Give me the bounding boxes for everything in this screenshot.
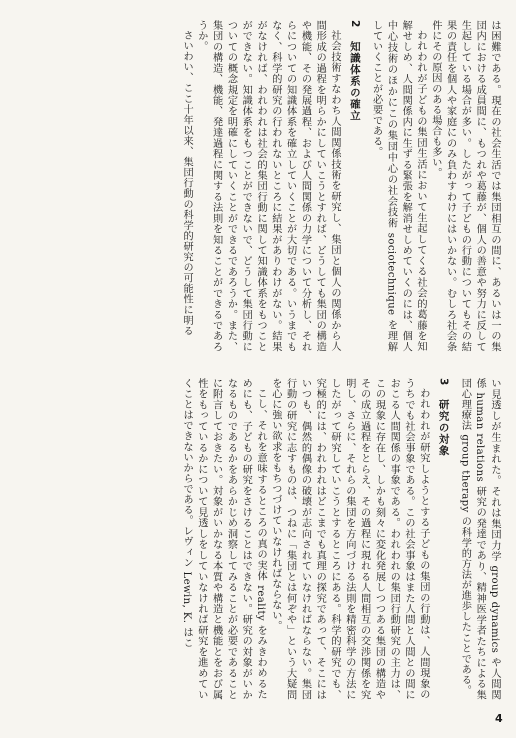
paragraph: 社会技術すなわち人間関係技術を研究し、集団と個人の関係から人間形成の過程を明らかにしていこうとすれば、どうしても集団の構造や機能、その発展過程、および人間関係の力学について分析し、それらについての知識体系を確立していくことが大切である。いうまでもなく、科学的研究の行われないところに結果がありわけがない。結果がなければ、われわれは社会的集団行動に関して知識体系をもつことができない。知識体系をもつことができないで、どうして集団行動についての概念規定を明確にしていくことができるであろうか。また、集団の構造、機能、発達過程に関する法則を知ることができるであろうか。 — [195, 20, 341, 352]
paragraph: い見透しが生まれた。それは集団力学 group dynamics や人間関係 human relations 研究の発達であり、精神医学者たちによる集団心理療法 group therapy の科学的方法が進歩したことである。 — [459, 378, 500, 700]
page-number: 4 — [495, 712, 503, 725]
section-title: 研究の対象 — [437, 398, 450, 457]
top-text-block — [178, 20, 501, 352]
section-heading — [347, 20, 362, 352]
paragraph: われわれが子どもの集団生活において生起してくる社会的葛藤を知解せしめ、人間関係内に生ずる緊張を解消せしめていくのには、個人中心技術のほかにこの集団中心の社会技術 sociotechnique を理解していくことが必要である。 — [370, 20, 427, 352]
paragraph: こし、それを意味するところの真の実体 reality をみきわめるためにも、子どもの研究をさけることはできない。研究の対象がいかなるものであるかをあらかじめ洞察してみることが必要であることに附言しておきたい。対象がいかなる本質や構造と機能とをおび属性をもっているかについて見透しをしていなければ研究を進めていくことはできないからである。レヴィン Lewin, K. はこ — [181, 378, 267, 700]
bottom-text-block — [178, 378, 501, 700]
paragraph: さいわい、ここ十年以来、集団行動の科学的研究の可能性に明る — [181, 30, 193, 337]
section-number: 3 — [437, 378, 450, 387]
section-title: 知識体系の確立 — [348, 40, 361, 122]
paragraph: は困難である。現在の社会生活では集団相互の間に、あるいは一の集団内における成員間に、もつれや葛藤が、個人の善意や努力に反して生起している場合が多い。したがって子どもの行動についてもその結果の責任を個人や家庭にのみ負わすわけにはいかない。むしろ社会条件にその原因のある場合も多い。 — [429, 20, 500, 352]
section-number: 2 — [348, 20, 361, 29]
paragraph: われわれが研究しようとする子どもの集団の行動は、人間現象のうちでも社会事象である。この社会事象はまた人間と人間との間におこる人間関係の事象である。われわれの集団行動研究の主力は、この現象に存在し、しかも刻々に変化発展しつつある集団の構造やその成立過程をとらえ、その過程に現れる人間相互の交渉関係を究明し、さらに、それらの集団を方向づける法則を精密科学の方法にしたがって研究していこうとするところにある。科学的研究でも、究極的には、われわれはどこまでも真理の探究であって、そこにはいつも、偶然的偶像の破壊が志向されていなければならない。集団行動の研究に志すものは、つねに「集団とは何ぞや」という大疑問を心に強い欲求をもちつづけていなければならない。 — [269, 378, 429, 700]
section-heading — [436, 378, 451, 700]
